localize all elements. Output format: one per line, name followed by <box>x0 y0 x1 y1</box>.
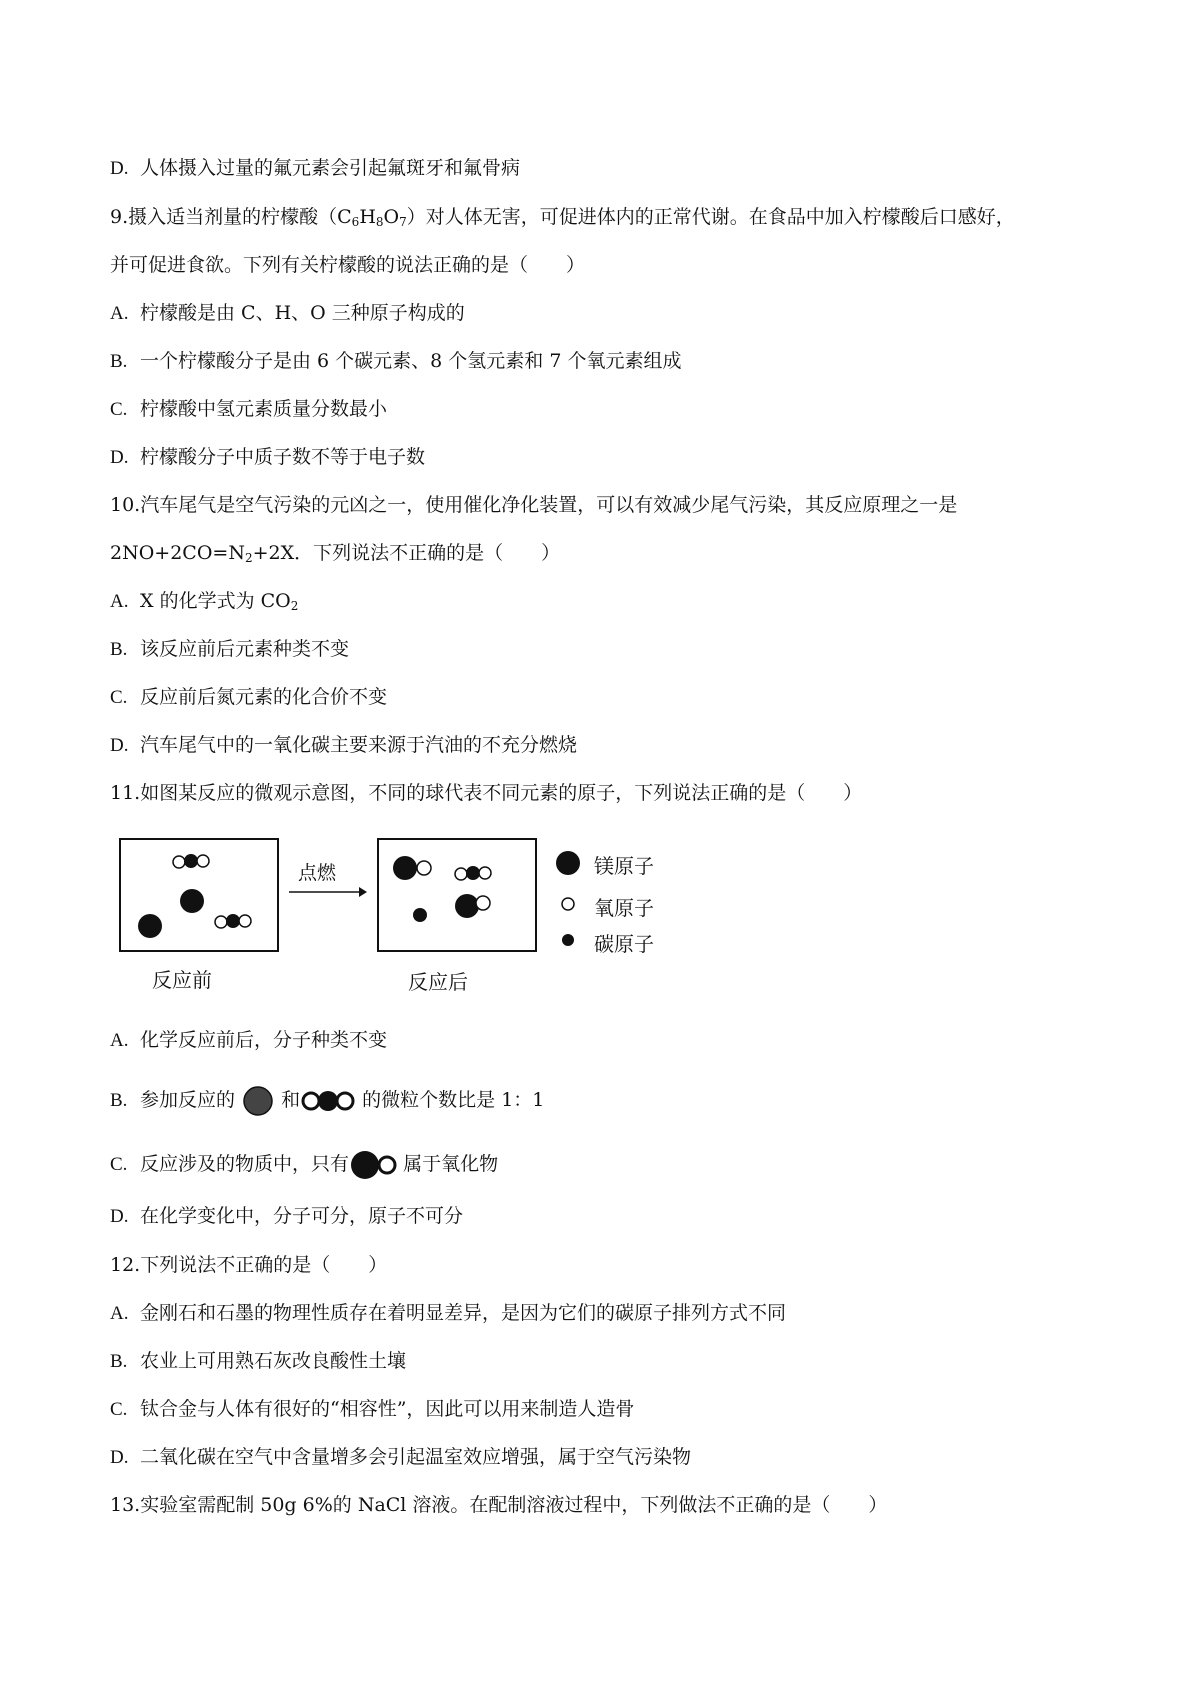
q9-stem-part-b: ）对人体无害，可促进体内的正常代谢。在食品中加入柠檬酸后口感好， <box>406 206 1015 228</box>
carbon-legend-icon <box>562 934 574 946</box>
before-particles <box>121 840 277 950</box>
reaction-diagram <box>115 838 675 998</box>
q8-option-d <box>110 156 520 181</box>
oxygen-atom <box>476 896 490 910</box>
q10-option-d <box>110 733 577 758</box>
option-letter: A. <box>110 303 129 324</box>
magnesium-atom-icon <box>241 1085 275 1117</box>
after-label: 反应后 <box>408 970 468 994</box>
subscript: 7 <box>399 215 407 229</box>
before-box <box>119 838 279 952</box>
q10-equation-a: 2NO+2CO=N <box>110 542 245 564</box>
oxygen-atom <box>479 867 491 879</box>
option-text: 汽车尾气中的一氧化碳主要来源于汽油的不充分燃烧 <box>140 734 578 756</box>
q10-option-c <box>110 685 387 710</box>
option-text-pre: 参加反应的 <box>140 1089 236 1111</box>
legend-carbon: 碳原子 <box>594 932 654 956</box>
q11-option-d <box>110 1204 463 1229</box>
option-letter: D. <box>110 158 129 179</box>
after-particles <box>379 840 535 950</box>
q13-stem-text: 13.实验室需配制 50g 6%的 NaCl 溶液。在配制溶液过程中，下列做法不正确的是（ ） <box>110 1494 888 1516</box>
option-letter: D. <box>110 1447 129 1468</box>
legend-oxygen: 氧原子 <box>594 896 654 920</box>
magnesium-atom <box>455 894 479 918</box>
q13-stem <box>110 1493 887 1517</box>
oxygen-atom <box>215 916 227 928</box>
q9-stem-text: 并可促进食欲。下列有关柠檬酸的说法正确的是（ ） <box>110 254 586 276</box>
option-letter: B. <box>110 351 128 372</box>
option-letter: D. <box>110 735 129 756</box>
q12-option-d <box>110 1445 691 1470</box>
option-text-post: 的微粒个数比是 1：1 <box>362 1089 545 1111</box>
carbon-atom <box>466 866 480 880</box>
option-letter: C. <box>110 687 128 708</box>
carbon-atom <box>413 908 427 922</box>
q10-stem-line-2 <box>110 541 560 565</box>
option-text-post: 属于氧化物 <box>403 1153 499 1175</box>
carbon-atom <box>226 914 240 928</box>
option-letter: B. <box>110 1090 128 1111</box>
oxygen-atom <box>417 861 431 875</box>
option-text: 二氧化碳在空气中含量增多会引起温室效应增强，属于空气污染物 <box>140 1446 692 1468</box>
q10-stem-text: 10.汽车尾气是空气污染的元凶之一，使用催化净化装置，可以有效减少尾气污染，其反应原理之一是 <box>110 494 958 516</box>
option-text: 反应前后氮元素的化合价不变 <box>140 686 388 708</box>
subscript: 2 <box>290 599 299 613</box>
option-letter: B. <box>110 1351 128 1372</box>
option-letter: A. <box>110 1030 129 1051</box>
q9-stem-part-a: 9.摄入适当剂量的柠檬酸（C <box>110 206 352 228</box>
q12-option-b <box>110 1349 406 1374</box>
legend-magnesium: 镁原子 <box>594 854 654 878</box>
q11-option-c <box>110 1148 498 1181</box>
formula-o: O <box>383 206 400 228</box>
option-letter: B. <box>110 639 128 660</box>
carbon-dioxide-molecule-icon <box>300 1088 356 1114</box>
option-letter: A. <box>110 591 129 612</box>
option-text: 柠檬酸中氢元素质量分数最小 <box>140 398 388 420</box>
option-letter: C. <box>110 399 128 420</box>
q11-stem <box>110 781 862 805</box>
q9-option-a <box>110 301 465 326</box>
option-text: 柠檬酸分子中质子数不等于电子数 <box>140 446 426 468</box>
oxygen-atom <box>197 855 209 867</box>
q12-option-c <box>110 1397 634 1422</box>
reaction-arrow-icon <box>287 884 369 900</box>
q11-stem-text: 11.如图某反应的微观示意图，不同的球代表不同元素的原子，下列说法正确的是（ ） <box>110 782 863 804</box>
after-box <box>377 838 537 952</box>
q11-option-b <box>110 1084 544 1117</box>
magnesium-legend-icon <box>556 851 580 875</box>
option-text: 化学反应前后，分子种类不变 <box>140 1029 388 1051</box>
option-text: 人体摄入过量的氟元素会引起氟斑牙和氟骨病 <box>140 157 521 179</box>
q12-stem-text: 12.下列说法不正确的是（ ） <box>110 1254 388 1276</box>
option-text-mid: 和 <box>281 1089 301 1111</box>
option-text: 柠檬酸是由 C、H、O 三种原子构成的 <box>140 302 465 324</box>
q9-stem-line-2 <box>110 253 585 277</box>
formula-h: H <box>359 206 376 228</box>
q12-stem <box>110 1253 387 1277</box>
magnesium-atom <box>138 914 162 938</box>
oxygen-atom <box>455 868 467 880</box>
oxygen-atom <box>239 915 251 927</box>
magnesium-oxide-molecule-icon <box>349 1149 397 1181</box>
option-letter: C. <box>110 1154 128 1175</box>
option-letter: A. <box>110 1303 129 1324</box>
option-text: 农业上可用熟石灰改良酸性土壤 <box>140 1350 407 1372</box>
option-text: 一个柠檬酸分子是由 6 个碳元素、8 个氢元素和 7 个氧元素组成 <box>140 350 682 372</box>
q10-option-a <box>110 589 298 614</box>
subscript: 6 <box>351 215 360 229</box>
before-label: 反应前 <box>152 968 212 992</box>
arrow-label: 点燃 <box>298 862 337 884</box>
q9-option-c <box>110 397 387 422</box>
q9-stem-line-1 <box>110 205 1015 229</box>
subscript: 8 <box>375 215 384 229</box>
q9-option-b <box>110 349 681 374</box>
oxygen-legend-icon <box>562 898 574 910</box>
magnesium-atom <box>393 856 417 880</box>
magnesium-atom <box>180 889 204 913</box>
option-letter: D. <box>110 447 129 468</box>
subscript: 2 <box>244 551 253 565</box>
carbon-atom <box>184 854 198 868</box>
option-text: 金刚石和石墨的物理性质存在着明显差异，是因为它们的碳原子排列方式不同 <box>140 1302 787 1324</box>
option-letter: C. <box>110 1399 128 1420</box>
legend-icons <box>553 850 583 950</box>
q10-stem-line-1 <box>110 493 957 517</box>
q11-option-a <box>110 1028 387 1053</box>
option-text-pre: 反应涉及的物质中，只有 <box>140 1153 350 1175</box>
option-text: 在化学变化中，分子可分，原子不可分 <box>140 1205 464 1227</box>
option-text: 钛合金与人体有很好的“相容性”，因此可以用来制造人造骨 <box>140 1398 635 1420</box>
q9-option-d <box>110 445 425 470</box>
option-text: 该反应前后元素种类不变 <box>140 638 350 660</box>
q10-equation-b: +2X．下列说法不正确的是（ ） <box>252 542 561 564</box>
option-letter: D. <box>110 1206 129 1227</box>
q10-option-b <box>110 637 349 662</box>
option-text: X 的化学式为 CO <box>140 590 291 612</box>
oxygen-atom <box>173 856 185 868</box>
q12-option-a <box>110 1301 786 1326</box>
